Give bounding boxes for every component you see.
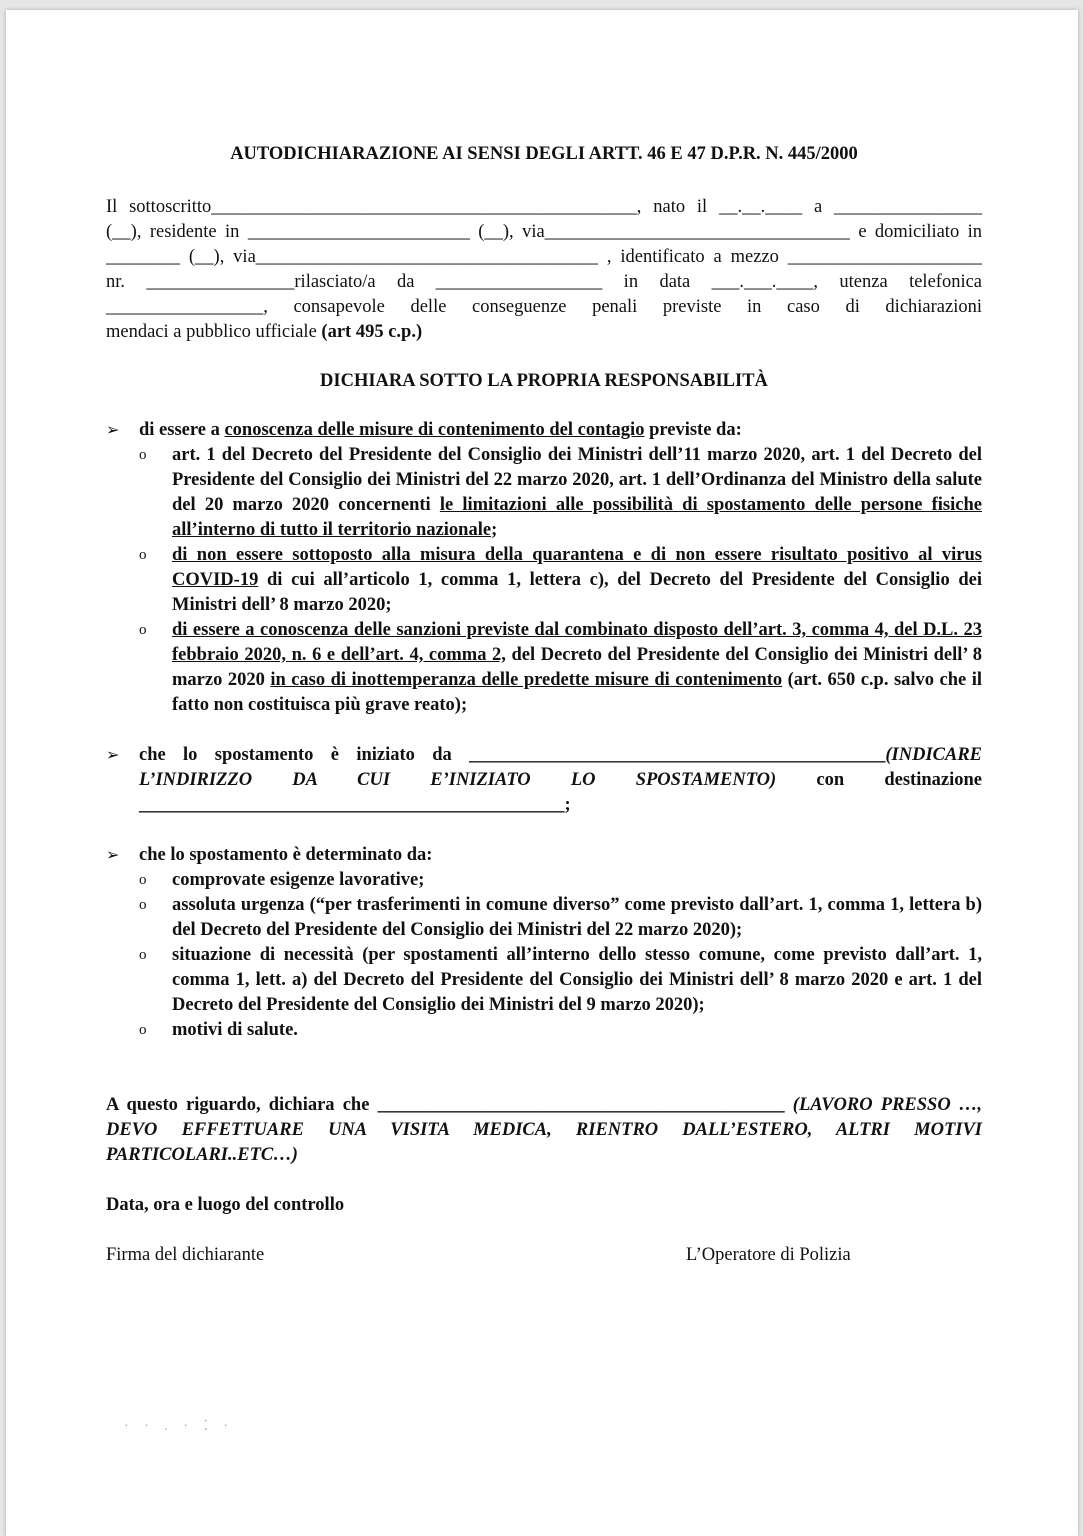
awareness-item-2-text: di cui all’articolo 1, comma 1, lettera c), del Decreto del Presidente del Consiglio dei Ministri dell’ 8 marzo 2020; [172,570,982,615]
awareness-item-2 [106,543,982,618]
motivation-instruction: (LAVORO PRESSO …, DEVO EFFETTUARE UNA VISITA MEDICA, RIENTRO DALL’ESTERO, ALTRI MOTIVI PARTICOLARI..ETC…) [106,1095,982,1165]
signature-row [106,1243,982,1268]
reason-item-2-text: assoluta urgenza (“per trasferimenti in comune diverso” come previsto dall’art. 1, comma 1, lettera b) del Decreto del Presidente del Consiglio dei Ministri del 22 marzo 2020); [172,895,982,940]
intro-line-3: ________ (__), via_____________________________________ , identificato a mezzo _____________________ [106,247,982,267]
reason-item-4-text: motivi di salute. [172,1020,298,1040]
section-awareness [106,418,982,443]
awareness-item-1-text: art. 1 del Decreto del Presidente del Consiglio dei Ministri dell’11 marzo 2020, art. 1 del Decreto del Presidente del Consiglio dei Ministri del 22 marzo 2020, art. 1 dell’Ordinanza del Ministro della salute del 20 marzo 2020 concernenti [172,445,982,515]
section-awareness-lead-b: previste da: [644,420,742,440]
awareness-item-3-end: (art. 650 c.p. salvo che il fatto non costituisca più grave reato); [172,670,982,715]
awareness-item-1-end: ; [491,520,498,540]
reason-item-1-text: comprovate esigenze lavorative; [172,870,425,890]
document-title: AUTODICHIARAZIONE AI SENSI DEGLI ARTT. 46 E 47 D.P.R. N. 445/2000 [230,144,858,164]
section-departure-instruction: (INDICARE L’INDIRIZZO DA CUI E’INIZIATO LO SPOSTAMENTO) [139,745,982,790]
intro-line-5: _________________, consapevole delle conseguenze penali previste in caso di dichiarazioni [106,297,982,317]
awareness-item-3-underlined-1: di essere a conoscenza delle sanzioni previste dal combinato disposto dell’art. 3, comma 4, del D.L. 23 febbraio 2020, n. 6 e dell’art. 4, comma 2, [172,620,982,665]
control-details-label: Data, ora e luogo del controllo [106,1195,345,1215]
circle-bullet-icon: o [139,897,147,913]
intro-line-4: nr. ________________rilasciato/a da __________________ in data ___.___.____, utenza telefonica [106,272,982,292]
reason-item-3-text: situazione di necessità (per spostamenti all’interno dello stesso comune, come previsto dall’art. 1, comma 1, lett. a) del Decreto del Presidente del Consiglio dei Ministri dell’ 8 marzo 2020 e art. 1 del Decreto del Presidente del Consiglio dei Ministri del 9 marzo 2020); [172,945,982,1015]
awareness-list [106,443,982,718]
reason-list [106,868,982,1043]
arrow-bullet-icon: ➢ [106,747,120,764]
intro-line-6-text: mendaci a pubblico ufficiale [106,322,322,342]
section-awareness-lead-a: di essere a [139,420,225,440]
document-page [6,10,1078,1536]
awareness-item-2-underlined: di non essere sottoposto alla misura della quarantena e di non essere risultato positivo al virus COVID-19 [172,545,982,590]
faint-scan-marks: · · . · ⁚ · [124,1419,235,1434]
reason-item-1 [106,868,982,893]
awareness-item-3-underlined-2: in caso di inottemperanza delle predette misure di contenimento [270,670,783,690]
circle-bullet-icon: o [139,622,147,638]
reason-item-2 [106,893,982,943]
awareness-item-1 [106,443,982,543]
section-reason [106,843,982,868]
section-awareness-lead-underlined: conoscenza delle misure di contenimento del contagio [224,420,645,440]
motivation-paragraph [106,1093,982,1168]
declaration-heading: DICHIARA SOTTO LA PROPRIA RESPONSABILITÀ [320,371,768,391]
intro-line-2: (__), residente in ________________________ (__), via_________________________________ e domiciliato in [106,222,982,242]
circle-bullet-icon: o [139,947,147,963]
section-reason-lead: che lo spostamento è determinato da: [139,845,433,865]
document-content [106,142,982,1268]
motivation-text: A questo riguardo, dichiara che ____________________________________________ [106,1095,793,1115]
awareness-item-3 [106,618,982,718]
section-departure [106,743,982,818]
police-officer-signature-label: L’Operatore di Polizia [686,1245,851,1265]
reason-item-4 [106,1018,982,1043]
awareness-item-1-underlined: le limitazioni alle possibilità di spostamento delle persone fisiche all’interno di tutto il territorio nazionale [172,495,982,540]
arrow-bullet-icon: ➢ [106,422,120,439]
intro-line-6 [106,320,982,345]
intro-line-1: Il sottoscritto______________________________________________, nato il __.__.____ a ________________ [106,197,982,217]
circle-bullet-icon: o [139,872,147,888]
section-departure-text-b: con destinazione ______________________________________________; [139,770,982,815]
declarant-details [106,195,982,345]
declarant-signature-label: Firma del dichiarante [106,1245,265,1265]
arrow-bullet-icon: ➢ [106,847,120,864]
circle-bullet-icon: o [139,1022,147,1038]
circle-bullet-icon: o [139,447,147,463]
circle-bullet-icon: o [139,547,147,563]
intro-line-6-article: (art 495 c.p.) [321,322,423,342]
awareness-item-3-text: del Decreto del Presidente del Consiglio dei Ministri dell’ 8 marzo 2020 [172,645,982,690]
section-departure-text-a: che lo spostamento è iniziato da _____________________________________________ [139,745,886,765]
reason-item-3 [106,943,982,1018]
